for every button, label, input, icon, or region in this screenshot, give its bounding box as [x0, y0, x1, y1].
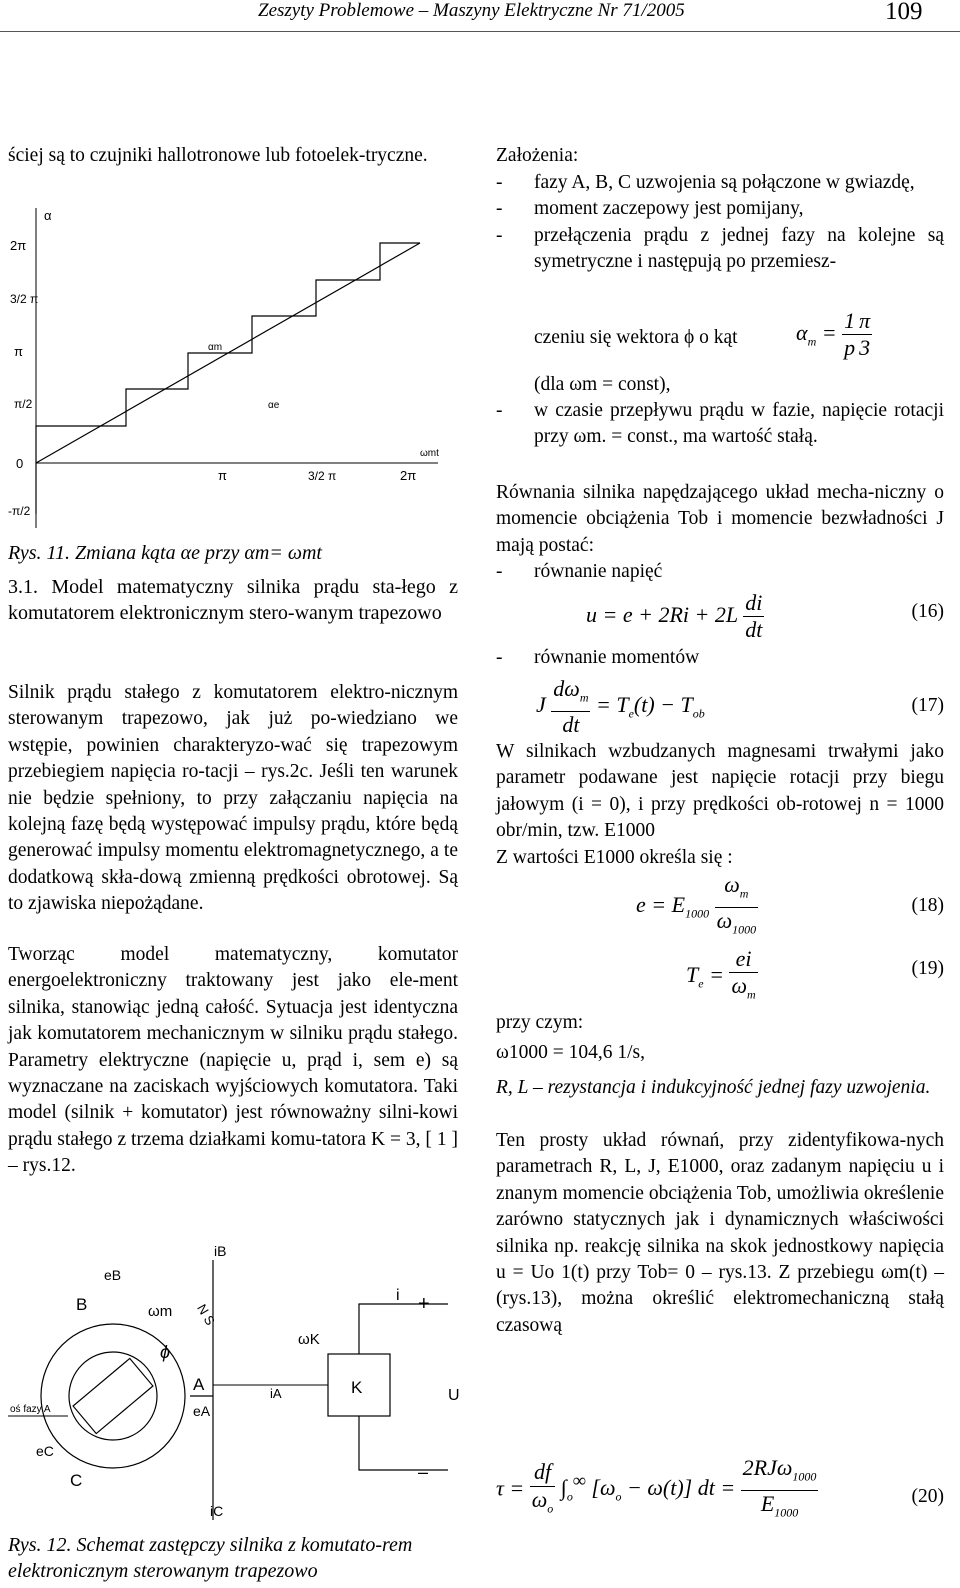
- fig11-xtick-2pi: 2π: [400, 468, 417, 483]
- fig12-plus: +: [418, 1293, 430, 1315]
- eq17-formula: J $\frac{d\omega_m}{dt}$ = $T_e(t) - T_{ob}$: [536, 676, 705, 737]
- fig11-caption: Rys. 11. Zmiana kąta αe przy αm= ωmt: [8, 542, 322, 564]
- fig11-ytick-0: 0: [16, 456, 24, 471]
- eq18-number: (18): [911, 895, 944, 916]
- fig11-ytick-pi2: π/2: [14, 397, 33, 411]
- fig12-os: oś fazy A: [10, 1404, 51, 1415]
- eq16-number: (16): [911, 601, 944, 622]
- moment-eq-label: - równanie momentów: [496, 645, 944, 671]
- fig12-U: U: [448, 1387, 460, 1404]
- fig12-A: A: [193, 1375, 205, 1394]
- fig11-ytick-3pi2: 3/2 π: [10, 292, 39, 306]
- fig12-iA: iA: [270, 1386, 282, 1401]
- fig12-NS: N S: [194, 1301, 219, 1328]
- eq17-number: (17): [911, 695, 944, 716]
- fig12-minus: –: [418, 1462, 429, 1482]
- eq18-formula: $e = E_{1000}$ $\frac{\omega_m}{\omega_{1000}}$: [636, 872, 757, 937]
- alpha-formula: $\alpha_m$ = $\frac{1}{p}$ $\frac{\pi}{3}$: [796, 308, 871, 361]
- fig12-C: C: [70, 1471, 83, 1490]
- assumptions-list: [496, 170, 944, 276]
- z-wartosci: Z wartości E1000 określa się :: [496, 847, 733, 868]
- fig12-eC: eC: [36, 1443, 54, 1459]
- assumption-3: - przełączenia prądu z jednej fazy na kolejne są symetryczne i następują po przemiesz-: [496, 223, 944, 276]
- journal-title: Zeszyty Problemowe – Maszyny Elektryczne Nr 71/2005: [258, 0, 685, 21]
- fig12-wK: ωK: [298, 1331, 320, 1348]
- RL-definition: R, L – rezystancja i indukcyjność jednej fazy uzwojenia.: [496, 1077, 931, 1098]
- header-rule: [0, 31, 960, 32]
- fig12-wm: ωm: [148, 1303, 173, 1320]
- fig12-rotor: [69, 1352, 157, 1440]
- fig11-axis-x: ωmt: [420, 448, 439, 459]
- assumptions-title: Założenia:: [496, 145, 579, 166]
- eq19-number: (19): [911, 958, 944, 979]
- eq20-number: (20): [911, 1486, 944, 1507]
- fig12-iB: iB: [214, 1243, 227, 1259]
- voltage-eq-label: - równanie napięć: [496, 559, 944, 585]
- fig12-eA: eA: [193, 1403, 211, 1419]
- intro-paragraph: ściej są to czujniki hallotronowe lub fotoelek-tryczne.: [8, 145, 428, 166]
- paragraph-E1000: W silnikach wzbudzanych magnesami trwałymi jako parametr podawane jest napięcie rotacji przy biegu jałowym (i = 0), i przy prędkości ob-rotowej n = 1000 obr/min, tzw. E1000: [496, 741, 944, 842]
- paragraph-2: Tworząc model matematyczny, komutator energoelektroniczny traktowany jest jako ele-ment silnika, stanowiąc jedną całość. Sytuacja jest identyczna jak komutatorem mechanicznym w silniku prądu stałego. Parametry elektryczne (napięcie u, prąd i, sem e) są wyznaczane na zaciskach wyjściowych komutatora. Taki model (silnik + komutator) jest równoważny silni-kowi prądu stałego z trzema działkami komu-tatora K = 3, [ 1 ] – rys.12.: [8, 944, 458, 1177]
- eq20-formula: τ = $\frac{df}{\omega_o}$ $\int_o^\infty$ $[\omega_o - \omega(t)]$ dt = $\frac{2RJ\omega_{1000}}{E_{1000}}$: [496, 1455, 817, 1520]
- figure-12: [8, 1238, 458, 1520]
- paragraph-final: Ten prosty układ równań, przy zidentyfikowa-nych parametrach R, L, J, E1000, oraz zadanym napięciu u i znanym momencie obciążenia Tob, umożliwia określenie zarówno statycznych jak i dynamicznych właściwości silnika np. reakcję silnika na skok jednostkowy napięcia u = Uo 1(t) przy Tob= 0 – rys.13. Z przebiegu ωm(t) – (rys.13), można określić elektromechaniczną stałą czasową: [496, 1130, 944, 1336]
- paragraph-1: Silnik prądu stałego z komutatorem elektro-nicznym sterowanym trapezowo, jak już po-wiedziano we wstępie, powinien charakteryzo-wać się trapezowym przebiegiem napięcia ro-tacji – rys.2c. Jeśli ten warunek nie będzie spełniony, to przy załączaniu napięcia na kolejną fazę będą występować impulsy prądu, które będą generować impulsy momentu elektromagnetycznego, a te dodatkową skła-dową zmienną prędkości obrotowej. Są to zjawiska niepożądane.: [8, 682, 458, 915]
- dla-line: (dla ωm = const),: [534, 374, 671, 395]
- shift-line: czeniu się wektora ϕ o kąt: [534, 327, 738, 348]
- eq16-formula: u = e + 2Ri + 2L $\frac{di}{dt}$: [586, 590, 763, 643]
- omega1000-value: ω1000 = 104,6 1/s,: [496, 1042, 645, 1063]
- fig11-ytick-negpi2: -π/2: [8, 504, 31, 518]
- fig11-xtick-3pi2: 3/2 π: [308, 469, 337, 483]
- fig12-i: i: [396, 1287, 400, 1304]
- assumption-last: - w czasie przepływu prądu w fazie, napięcie rotacji przy ωm. = const., ma wartość stałą.: [496, 398, 944, 451]
- fig11-ytick-pi: π: [14, 344, 23, 359]
- fig12-K: K: [351, 1378, 363, 1397]
- fig12-phi: ϕ: [160, 1342, 171, 1362]
- fig12-eB: eB: [104, 1267, 122, 1283]
- fig11-label-ae: αe: [268, 400, 280, 411]
- fig11-xtick-pi: π: [218, 468, 227, 483]
- assumption-2: - moment zaczepowy jest pomijany,: [496, 196, 944, 222]
- figure-11: [8, 198, 458, 528]
- section-heading: 3.1. Model matematyczny silnika prądu sta-łego z komutatorem elektronicznym stero-wanym trapezowo: [8, 576, 458, 625]
- fig11-staircase: [36, 243, 420, 514]
- page-number: 109: [885, 0, 923, 25]
- fig11-label-am: αm: [208, 342, 223, 353]
- assumption-1: - fazy A, B, C uzwojenia są połączone w gwiazdę,: [496, 170, 944, 196]
- fig11-axis-y: α: [44, 208, 52, 223]
- eq19-formula: $T_e$ = $\frac{ei}{\omega_m}$: [686, 946, 756, 1002]
- page-header: [0, 0, 960, 40]
- przy-czym: przy czym:: [496, 1012, 584, 1033]
- equations-intro: Równania silnika napędzającego układ mecha-niczny o momencie obciążenia Tob i momencie bezwładności J mają postać:: [496, 482, 944, 556]
- fig12-B: B: [76, 1295, 88, 1314]
- fig12-caption: Rys. 12. Schemat zastępczy silnika z komutato-rem elektronicznym sterowanym trapezowo: [8, 1534, 413, 1583]
- fig12-iC: iC: [210, 1503, 224, 1519]
- fig11-ytick-2pi: 2π: [10, 238, 27, 253]
